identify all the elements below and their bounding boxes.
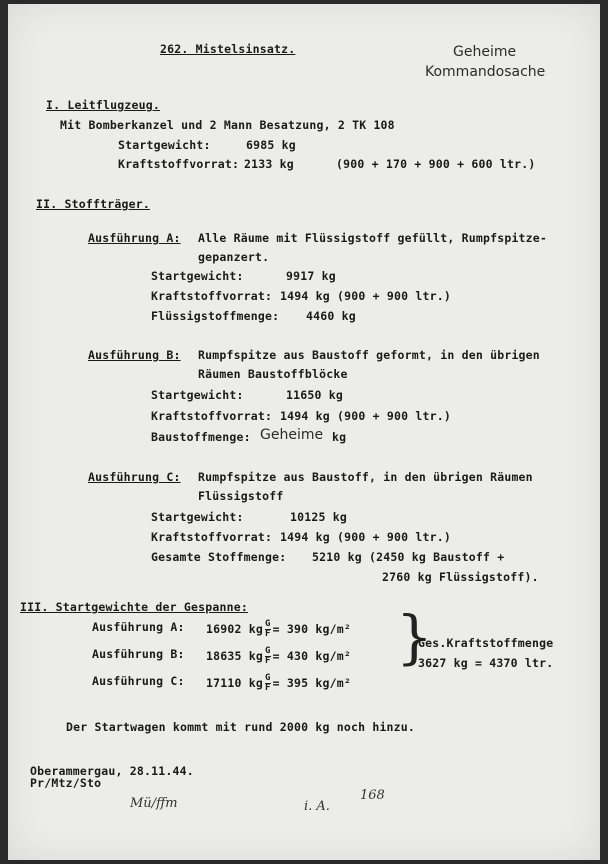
section1-fuel-label: Kraftstoffvorrat: [118, 157, 240, 171]
variant-c-startweight-value: 10125 kg [290, 510, 347, 524]
section1-fuel-value: 2133 kg [244, 157, 294, 171]
variant-b-startweight-label: Startgewicht: [151, 388, 244, 402]
frac-bottom: F [265, 656, 271, 666]
section1-fuel-detail: (900 + 170 + 900 + 600 ltr.) [336, 157, 536, 171]
gespann-c-value: 17110 kg [206, 676, 263, 690]
variant-a-liquid-label: Flüssigstoffmenge: [151, 309, 280, 323]
variant-b-fuel-label: Kraftstoffvorrat: [151, 409, 273, 423]
fuel-total-value: 3627 kg = 4370 ltr. [418, 656, 554, 670]
signature-1: Mü/ffm [130, 796, 178, 811]
document-title: 262. Mistelsinsatz. [160, 42, 296, 56]
gespann-a-row [206, 620, 351, 639]
frac-bottom: F [265, 629, 271, 639]
variant-c-fuel-value: 1494 kg (900 + 900 ltr.) [280, 530, 451, 544]
signature-2: i. A. [304, 799, 330, 814]
variant-c-fuel-label: Kraftstoffvorrat: [151, 530, 273, 544]
section1-startweight-value: 6985 kg [246, 138, 296, 152]
section1-heading: I. Leitflugzeug. [46, 98, 160, 112]
section3-heading: III. Startgewichte der Gespanne: [20, 600, 248, 614]
right-brace: } [396, 603, 433, 671]
variant-c-total-value1: 5210 kg (2450 kg Baustoff + [312, 550, 505, 564]
gespann-c-row [206, 674, 351, 693]
variant-a-desc2: gepanzert. [198, 250, 270, 264]
reference-code: Pr/Mtz/Sto [30, 776, 102, 790]
section2-heading: II. Stoffträger. [36, 197, 150, 211]
document-page [8, 4, 600, 860]
variant-c-total-value2: 2760 kg Flüssigstoff). [382, 570, 539, 584]
variant-c-label: Ausführung C: [88, 470, 181, 484]
gespann-c-label: Ausführung C: [92, 674, 185, 688]
place-date: Oberammergau, 28.11.44. [30, 764, 194, 778]
gf-fraction [265, 674, 271, 693]
startwagen-note: Der Startwagen kommt mit rund 2000 kg noch hinzu. [66, 720, 416, 734]
frac-top: G [265, 673, 271, 683]
variant-c-total-label: Gesamte Stoffmenge: [151, 550, 287, 564]
variant-a-liquid-value: 4460 kg [306, 309, 356, 323]
variant-c-startweight-label: Startgewicht: [151, 510, 244, 524]
variant-a-startweight-value: 9917 kg [286, 269, 336, 283]
gf-fraction [265, 647, 271, 666]
gespann-b-ratio: = 430 kg/m² [272, 649, 351, 663]
variant-b-material-unit: kg [332, 430, 347, 444]
variant-a-desc1: Alle Räume mit Flüssigstoff gefüllt, Rumpfspitze- [198, 231, 548, 245]
variant-b-material-stamp: Geheime [260, 427, 324, 443]
variant-b-startweight-value: 11650 kg [286, 388, 343, 402]
gespann-a-label: Ausführung A: [92, 620, 185, 634]
frac-top: G [265, 646, 271, 656]
frac-top: G [265, 619, 271, 629]
gespann-b-row [206, 647, 351, 666]
variant-b-desc1: Rumpfspitze aus Baustoff geformt, in den übrigen [198, 348, 540, 362]
secret-stamp-line2: Kommandosache [425, 64, 546, 80]
fuel-total-label: Ges.Kraftstoffmenge [418, 636, 554, 650]
variant-a-fuel-value: 1494 kg (900 + 900 ltr.) [280, 289, 451, 303]
section1-desc: Mit Bomberkanzel und 2 Mann Besatzung, 2 TK 108 [60, 118, 395, 132]
variant-b-material-label: Baustoffmenge: [151, 430, 251, 444]
secret-stamp-line1: Geheime [453, 44, 517, 60]
section1-startweight-label: Startgewicht: [118, 138, 211, 152]
gespann-c-ratio: = 395 kg/m² [272, 676, 351, 690]
gespann-b-label: Ausführung B: [92, 647, 185, 661]
variant-b-desc2: Räumen Baustoffblöcke [198, 367, 348, 381]
gespann-b-value: 18635 kg [206, 649, 263, 663]
variant-a-label: Ausführung A: [88, 231, 181, 245]
signature-3: 168 [360, 788, 385, 803]
variant-c-desc1: Rumpfspitze aus Baustoff, in den übrigen Räumen [198, 470, 533, 484]
variant-c-desc2: Flüssigstoff [198, 489, 284, 503]
gespann-a-ratio: = 390 kg/m² [272, 622, 351, 636]
frac-bottom: F [265, 683, 271, 693]
variant-a-fuel-label: Kraftstoffvorrat: [151, 289, 273, 303]
variant-b-fuel-value: 1494 kg (900 + 900 ltr.) [280, 409, 451, 423]
variant-b-label: Ausführung B: [88, 348, 181, 362]
variant-a-startweight-label: Startgewicht: [151, 269, 244, 283]
gf-fraction [265, 620, 271, 639]
gespann-a-value: 16902 kg [206, 622, 263, 636]
